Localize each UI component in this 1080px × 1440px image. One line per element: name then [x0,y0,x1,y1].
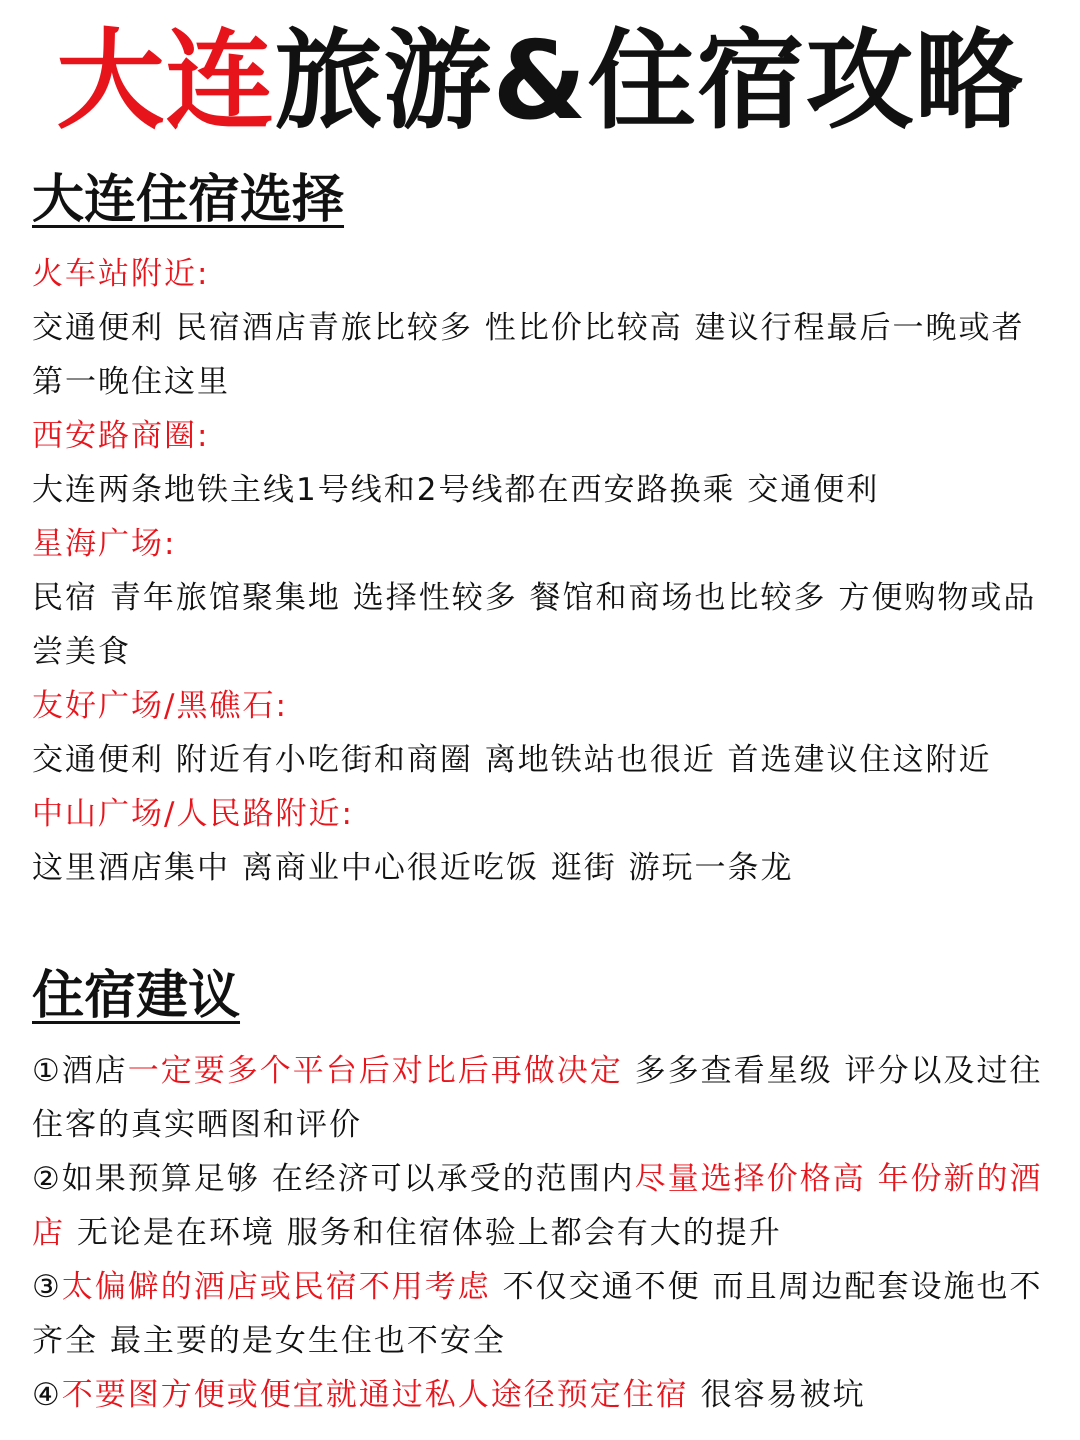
tip-number: ② [32,1161,62,1197]
tip-highlight: 一定要多个平台后对比后再做决定 [127,1053,623,1089]
tip-number: ③ [32,1269,62,1305]
page-title [0,18,1080,146]
location-list [32,247,1052,895]
tip-text: 无论是在环境 服务和住宿体验上都会有大的提升 [65,1215,782,1251]
tip-highlight: 太偏僻的酒店或民宿不用考虑 [61,1269,491,1305]
location-desc: 交通便利 民宿酒店青旅比较多 性比价比较高 建议行程最后一晚或者第一晚住这里 [32,310,1025,400]
tip-text: 酒店 [61,1053,128,1089]
tip-text: 不仅交通不便 而且周边配套设施也不齐全 最主要的是女生住也不安全 [32,1269,1043,1359]
location-label: 中山广场/人民路附近: [32,796,354,832]
location-desc: 交通便利 附近有小吃街和商圈 离地铁站也很近 首选建议住这附近 [32,742,992,778]
tip-text: 多多查看星级 评分以及过往住客的真实晒图和评价 [32,1053,1043,1143]
title-main: 旅游&住宿攻略 [274,19,1024,144]
location-label: 西安路商圈: [32,418,210,454]
title-highlight: 大连 [56,19,275,144]
location-desc: 这里酒店集中 离商业中心很近吃饭 逛街 游玩一条龙 [32,850,794,886]
tip-number: ④ [32,1377,62,1413]
tip-item [32,1044,1052,1152]
tip-item [32,1260,1052,1368]
tip-text: 很容易被坑 [688,1377,866,1413]
location-desc: 大连两条地铁主线1号线和2号线都在西安路换乘 交通便利 [32,472,880,508]
tip-highlight: 不要图方便或便宜就通过私人途径预定住宿 [61,1377,689,1413]
tips-heading: 住宿建议 [32,966,241,1026]
accommodation-heading: 大连住宿选择 [32,170,345,230]
tip-number: ① [32,1053,62,1089]
location-label: 友好广场/黑礁石: [32,688,288,724]
location-desc: 民宿 青年旅馆聚集地 选择性较多 餐馆和商场也比较多 方便购物或品尝美食 [32,580,1037,670]
location-label: 星海广场: [32,526,177,562]
tip-item [32,1368,1052,1422]
tip-text: 如果预算足够 在经济可以承受的范围内 [61,1161,635,1197]
tips-list [32,1044,1052,1422]
tip-item [32,1152,1052,1260]
tip-highlight: 尽量选择价格高 年份新的酒店 [32,1161,1043,1251]
location-label: 火车站附近: [32,256,210,292]
